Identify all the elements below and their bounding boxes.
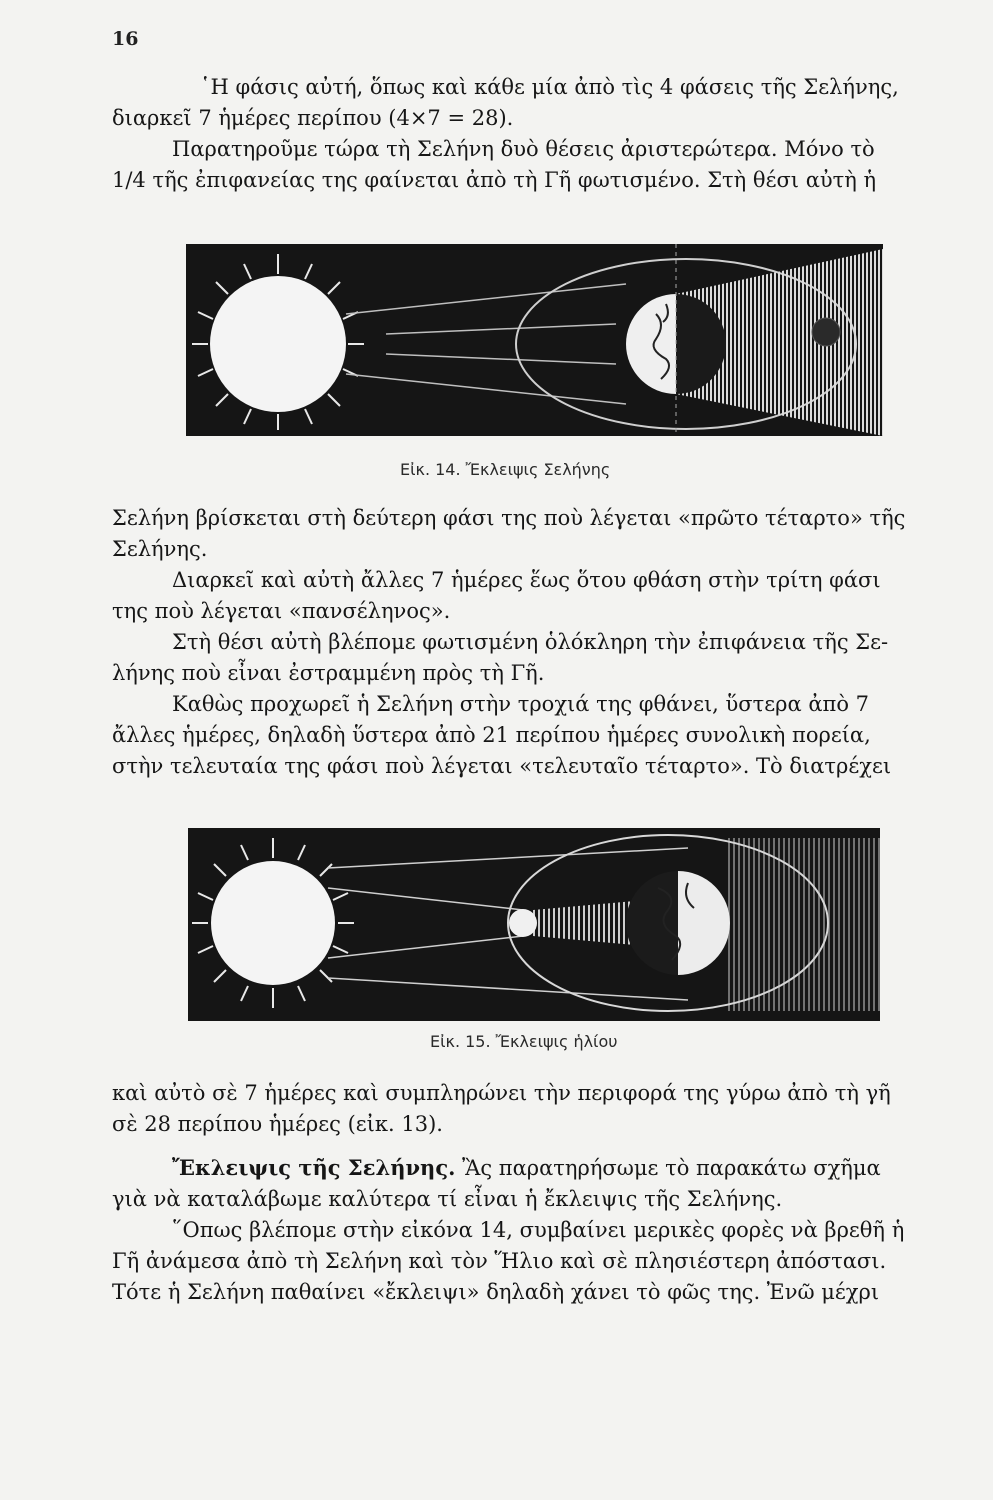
text-line: ῞Οπως βλέπομε στὴν εἰκόνα 14, συμβαίνει μερικὲς φορὲς νὰ βρεθῆ ἡ [172,1218,905,1242]
paragraph-last-quarter [112,1078,954,1140]
lunar-eclipse-illustration [186,244,883,436]
light-rays [346,284,626,404]
paragraph-lunar-eclipse [112,1152,954,1308]
eclipsed-moon [812,318,840,346]
text-line: καὶ αὐτὸ σὲ 7 ἡμέρες καὶ συμπληρώνει τὴν περιφορά της γύρω ἀπὸ τὴ γῆ [112,1081,891,1105]
section-heading: Ἔκλειψις τῆς Σελήνης. [172,1155,456,1180]
moon [509,909,537,937]
text-line: Διαρκεῖ καὶ αὐτὴ ἄλλες 7 ἡμέρες ἕως ὅτου φθάση στὴν τρίτη φάσι [172,568,881,592]
text-line: Τότε ἡ Σελήνη παθαίνει «ἔκλειψι» δηλαδὴ χάνει τὸ φῶς της. Ἐνῶ μέχρι [112,1280,880,1304]
text-line: λήνης ποὺ εἶναι ἐστραμμένη πρὸς τὴ Γῆ. [112,661,545,685]
text-line: Ἂς παρατηρήσωμε τὸ παρακάτω σχῆμα [455,1156,881,1180]
text-line: Καθὼς προχωρεῖ ἡ Σελήνη στὴν τροχιά της φθάνει, ὕστερα ἀπὸ 7 [172,692,869,716]
text-line: στὴν τελευταία της φάσι ποὺ λέγεται «τελευταῖο τέταρτο». Τὸ διατρέχει [112,754,892,778]
page-number: 16 [112,28,139,50]
text-line: Σελήνη βρίσκεται στὴ δεύτερη φάσι της ποὺ λέγεται «πρῶτο τέταρτο» τῆς [112,506,906,530]
figure-15-caption: Εἰκ. 15. Ἔκλειψις ἡλίου [430,1032,618,1051]
sun [210,276,346,412]
figure-14-caption: Εἰκ. 14. Ἔκλειψις Σελήνης [400,460,611,479]
text-line: γιὰ νὰ καταλάβωμε καλύτερα τί εἶναι ἡ ἔκλειψις τῆς Σελήνης. [112,1187,783,1211]
text-line: Στὴ θέσι αὐτὴ βλέπομε φωτισμένη ὁλόκληρη τὴν ἐπιφάνεια τῆς Σε- [172,630,889,654]
paragraph-phases-intro [112,72,954,196]
sun [211,861,335,985]
text-line [112,1152,954,1184]
text-line: ἄλλες ἡμέρες, δηλαδὴ ὕστερα ἀπὸ 21 περίπου ἡμέρες συνολικὴ πορεία, [112,723,871,747]
solar-eclipse-illustration [188,828,880,1021]
text-line: Παρατηροῦμε τώρα τὴ Σελήνη δυὸ θέσεις ἀριστερώτερα. Μόνο τὸ [172,137,875,161]
paragraph-first-quarter [112,503,954,782]
text-line: Γῆ ἀνάμεσα ἀπὸ τὴ Σελήνη καὶ τὸν Ἥλιο καὶ σὲ πλησιέστερη ἀπόστασι. [112,1249,887,1273]
figure-solar-eclipse [188,828,880,1021]
text-line: διαρκεῖ 7 ἡμέρες περίπου (4×7 = 28). [112,106,514,130]
figure-lunar-eclipse [186,244,883,436]
text-line: σὲ 28 περίπου ἡμέρες (εἰκ. 13). [112,1112,443,1136]
text-line: ῾Η φάσις αὐτή, ὅπως καὶ κάθε μία ἀπὸ τὶς 4 φάσεις τῆς Σελήνης, [200,75,899,99]
text-line: Σελήνης. [112,537,208,561]
text-line: της ποὺ λέγεται «πανσέληνος». [112,599,451,623]
text-line: 1/4 τῆς ἐπιφανείας της φαίνεται ἀπὸ τὴ Γῆ φωτισμένο. Στὴ θέσι αὐτὴ ἡ [112,168,877,192]
